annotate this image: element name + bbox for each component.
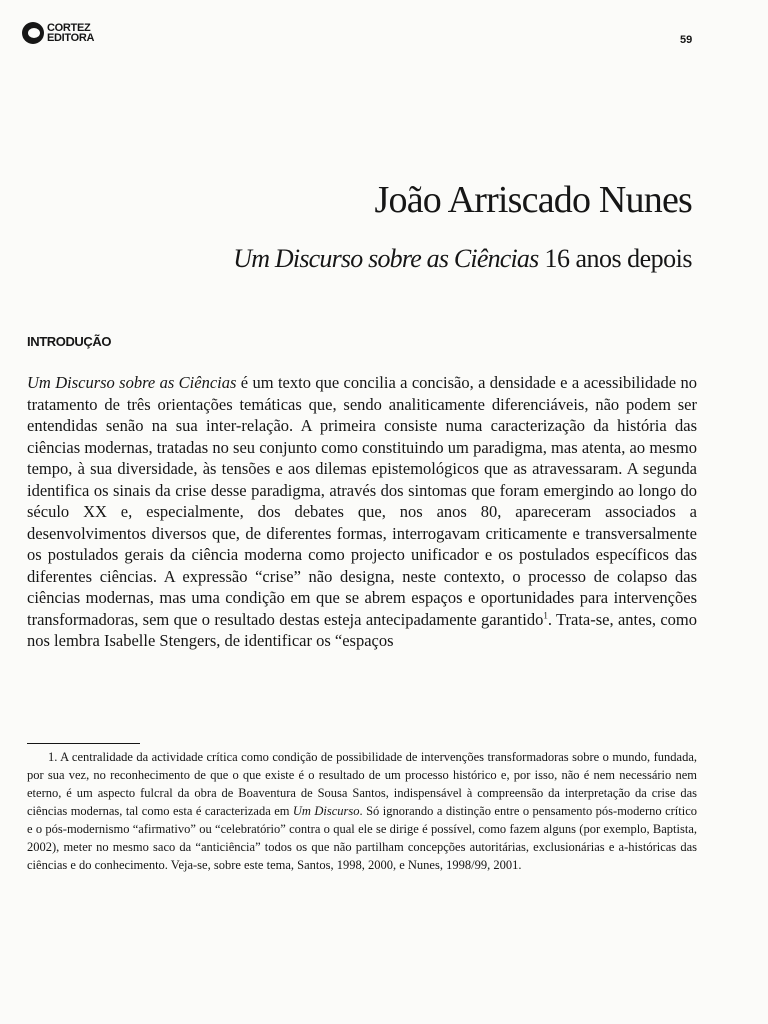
publisher-logo-text [47, 23, 94, 43]
publisher-logo-icon [22, 22, 44, 44]
chapter-title-italic: Um Discurso sobre as Ciências [233, 244, 539, 273]
chapter-title-rest: 16 anos depois [538, 244, 692, 273]
body-text-end: . Trata-se, antes, como nos lembra Isabelle Stengers, de identificar os “espaços [27, 609, 698, 650]
logo-line-2: EDITORA [47, 32, 95, 44]
footnote-italic: Um Discurso [292, 804, 360, 818]
footnote-reference: 1 [543, 610, 548, 620]
footnote [27, 748, 697, 874]
section-heading: INTRODUÇÃO [27, 334, 112, 349]
footnote-rule [27, 743, 140, 744]
body-lead-italic: Um Discurso sobre as Ciências [27, 373, 237, 392]
publisher-logo [22, 22, 94, 44]
chapter-title [233, 244, 692, 274]
footnote-text: 1. A centralidade da actividade crítica como condição de possibilidade de intervenções transformadoras sobre o mundo, fundada, por sua vez, no reconhecimento de que o que existe é o resultado de um processo histórico e, por isso, não é nem necessário nem eterno, é um aspecto fulcral da obra de Boaventura de Sousa Santos, indispensável à compreensão da interpretação da crise das ciências modernas, tal como esta é caracterizada em [27, 750, 697, 818]
body-text: é um texto que concilia a concisão, a densidade e a acessibilidade no tratamento de três orientações temáticas que, sendo analiticamente diferenciáveis, não podem ser entendidas senão na sua inter-relação. A primeira consiste numa caracterização da história das ciências modernas, tratadas no seu conjunto como constituindo um paradigma, mas atenta, ao mesmo tempo, à sua diversidade, às tensões e aos dilemas epistemológicos que as atravessaram. A segunda identifica os sinais da crise desse paradigma, através dos sintomas que foram emergindo ao longo do século XX e, especialmente, dos debates que, nos anos 80, apareceram associados a desenvolvimentos diversos que, de diferentes formas, interrogavam criticamente e transversalmente os postulados gerais da ciência moderna como projecto unificador e os postulados específicos das diferentes ciências. A expressão “crise” não designa, neste contexto, o processo de colapso das ciências modernas, mas uma condição em que se abrem espaços e oportunidades para intervenções transformadoras, sem que o resultado destas esteja antecipadamente garantido [27, 373, 697, 629]
logo-line-1: CORTEZ [47, 22, 91, 34]
author-name: João Arriscado Nunes [374, 179, 692, 221]
body-paragraph [27, 372, 697, 652]
page-number: 59 [680, 34, 693, 46]
footnote-text-end: . Só ignorando a distinção entre o pensamento pós-moderno crítico e o pós-modernismo “afirmativo” ou “celebratório” contra o qual ele se dirige é possível, como fazem alguns (por exemplo, Baptista, 2002), meter no mesmo saco da “anticiência” todos os que não partilham concepções autoritárias, exclusionárias e a-históricas das ciências e do conhecimento. Veja-se, sobre este tema, Santos, 1998, 2000, e Nunes, 1998/99, 2001. [27, 804, 697, 872]
